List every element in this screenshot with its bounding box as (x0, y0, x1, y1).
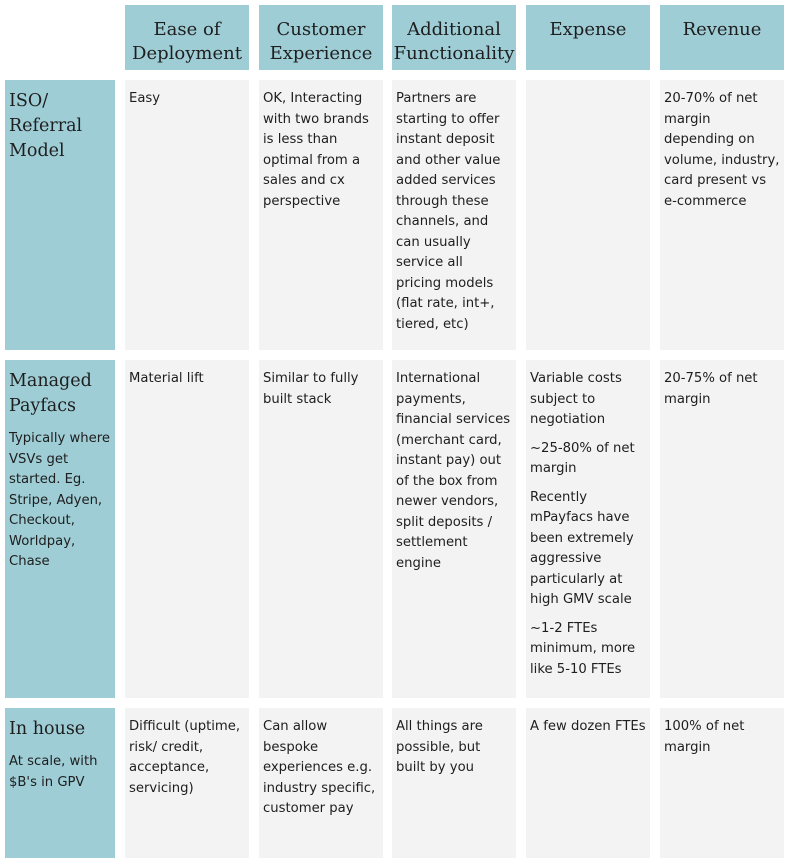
row-title: In house (9, 719, 86, 739)
cell-inhouse-customer-experience: Can allow bespoke experiences e.g. industry specific, customer pay (259, 708, 383, 858)
row-header-iso-referral (5, 80, 115, 350)
cell-inhouse-revenue: 100% of net margin (660, 708, 784, 858)
expense-item: ~25-80% of net margin (530, 440, 635, 476)
expense-item: Recently mPayfacs have been extremely aggressive particularly at high GMV scale (530, 489, 634, 607)
cell-iso-expense (526, 80, 650, 350)
cell-payfacs-functionality: International payments, financial services (merchant card, instant pay) out of the box from newer vendors, split deposits / settlement engine (392, 360, 516, 698)
cell-payfacs-expense (526, 360, 650, 698)
header-revenue: Revenue (660, 5, 784, 70)
cell-inhouse-expense (526, 708, 650, 858)
row-title: Managed Payfacs (9, 371, 92, 416)
expense-item: Variable costs subject to negotiation (530, 371, 622, 427)
header-expense: Expense (526, 5, 650, 70)
cell-iso-customer-experience: OK, Interacting with two brands is less than optimal from a sales and cx perspective (259, 80, 383, 350)
cell-iso-ease: Easy (125, 80, 249, 350)
cell-iso-revenue: 20-70% of net margin depending on volume, industry, card present vs e-commerce (660, 80, 784, 350)
cell-iso-functionality: Partners are starting to offer instant deposit and other value added services through these channels, and can usually service all pricing models (flat rate, int+, tiered, etc) (392, 80, 516, 350)
header-customer-experience: Customer Experience (259, 5, 383, 70)
row-subtitle: Typically where VSVs get started. Eg. Stripe, Adyen, Checkout, Worldpay, Chase (9, 431, 110, 569)
cell-inhouse-functionality: All things are possible, but built by you (392, 708, 516, 858)
expense-item: A few dozen FTEs (530, 719, 646, 734)
header-additional-functionality: Additional Functionality (392, 5, 516, 70)
row-header-in-house (5, 708, 115, 858)
header-ease-of-deployment: Ease of Deployment (125, 5, 249, 70)
cell-payfacs-ease: Material lift (125, 360, 249, 698)
expense-item: ~1-2 FTEs minimum, more like 5-10 FTEs (530, 620, 636, 677)
row-subtitle: At scale, with $B's in GPV (9, 754, 98, 790)
row-title: ISO/ Referral Model (9, 91, 83, 161)
cell-payfacs-customer-experience: Similar to fully built stack (259, 360, 383, 698)
row-header-managed-payfacs (5, 360, 115, 698)
cell-inhouse-ease: Difficult (uptime, risk/ credit, acceptance, servicing) (125, 708, 249, 858)
cell-payfacs-revenue: 20-75% of net margin (660, 360, 784, 698)
